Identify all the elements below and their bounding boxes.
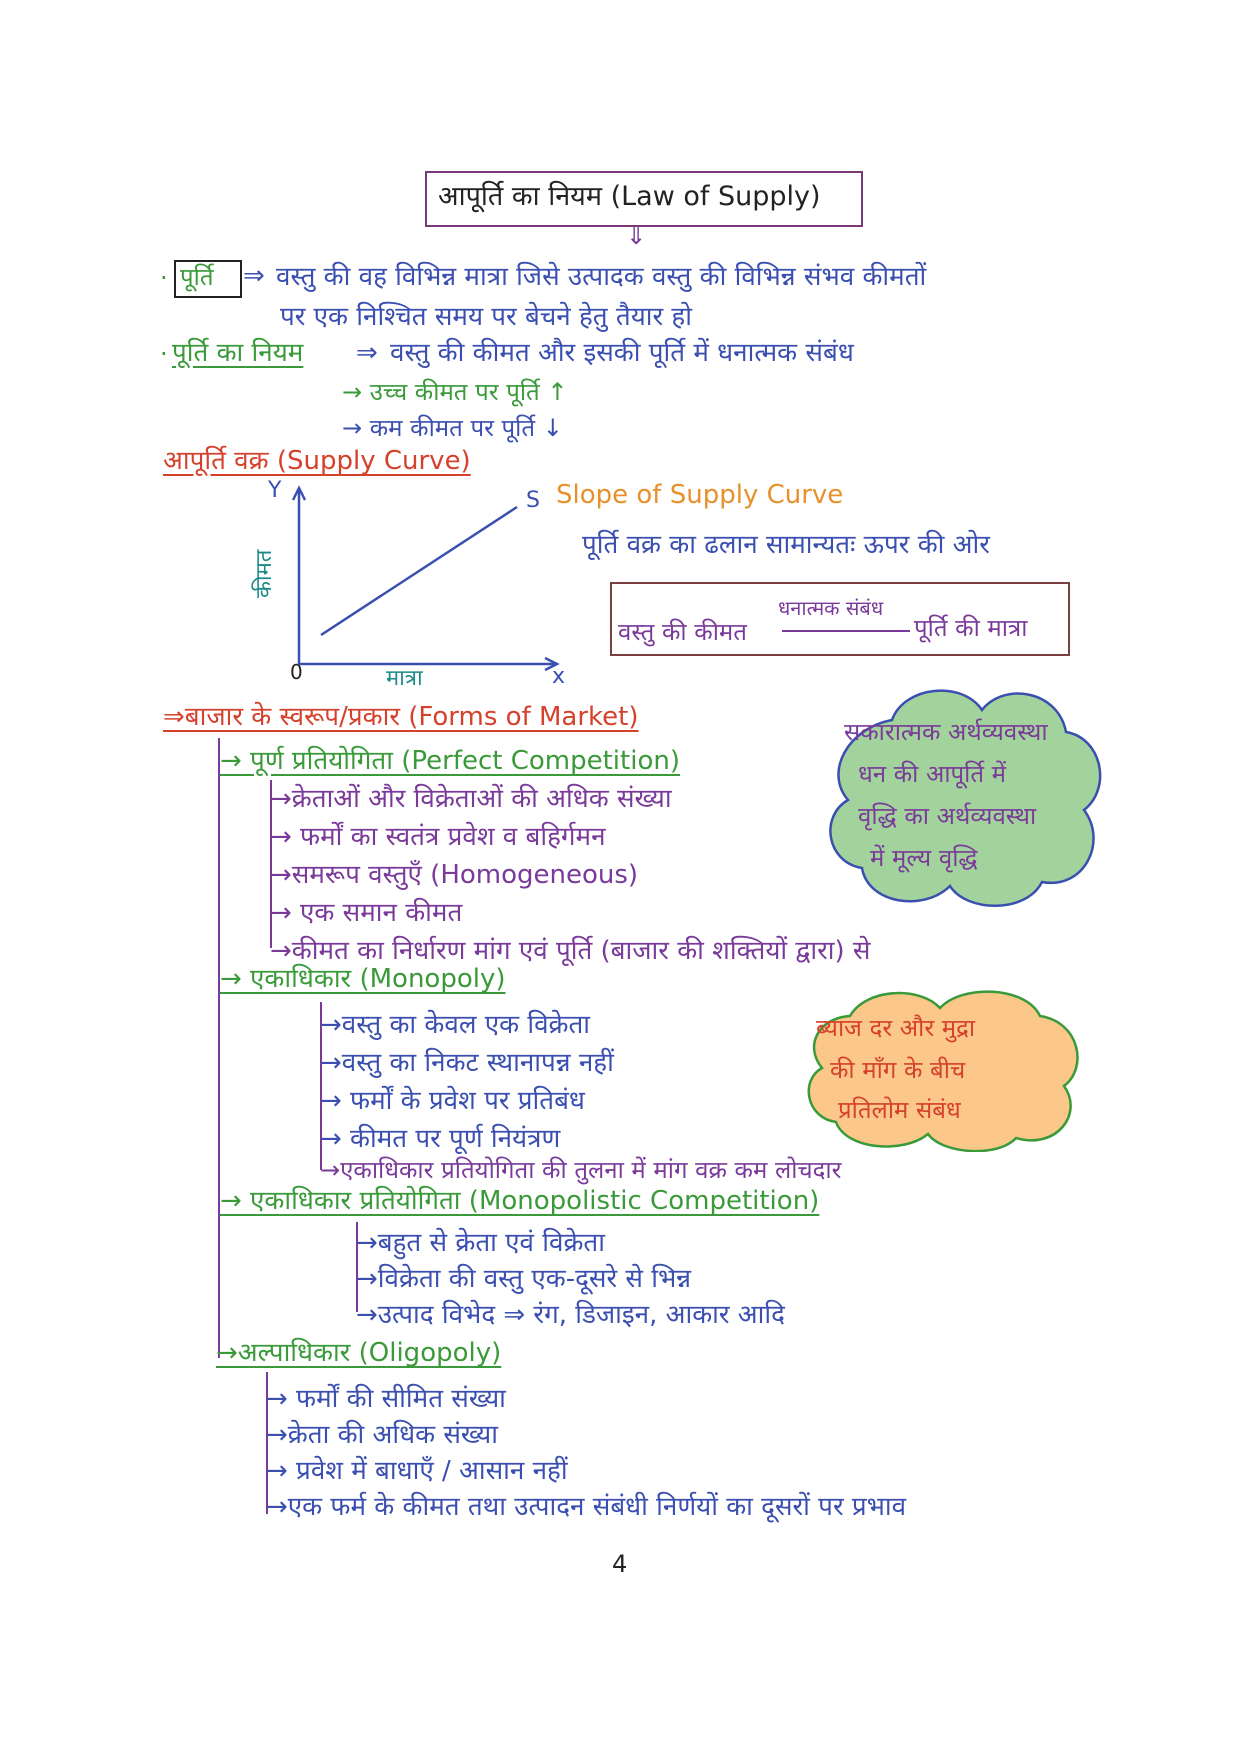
green-cloud-line: वृद्धि का अर्थव्यवस्था: [858, 802, 1037, 830]
relation-arrow-line: [782, 630, 910, 632]
green-cloud-line: धन की आपूर्ति में: [858, 760, 1007, 788]
monopoly-item: → कीमत पर पूर्ण नियंत्रण: [320, 1124, 561, 1154]
law-text: वस्तु की कीमत और इसकी पूर्ति में धनात्मक संबंध: [390, 338, 854, 368]
definition-term: पूर्ति: [180, 263, 214, 291]
page-title: आपूर्ति का नियम (Law of Supply): [438, 181, 821, 212]
monopoly-heading: → एकाधिकार (Monopoly): [220, 964, 506, 994]
origin-label: 0: [290, 660, 303, 684]
oligopoly-item: → प्रवेश में बाधाएँ / आसान नहीं: [266, 1456, 568, 1486]
monopoly-item: → फर्मों के प्रवेश पर प्रतिबंध: [320, 1086, 585, 1116]
monopoly-item: →वस्तु का निकट स्थानापन्न नहीं: [320, 1048, 614, 1078]
green-cloud: [822, 676, 1112, 916]
definition-arrow: ⇒: [243, 261, 265, 291]
perfect-item: →क्रेताओं और विक्रेताओं की अधिक संख्या: [270, 784, 672, 814]
orange-cloud-line: प्रतिलोम संबंध: [838, 1096, 961, 1124]
slope-title: Slope of Supply Curve: [556, 480, 844, 510]
relation-left: वस्तु की कीमत: [618, 618, 747, 646]
supply-curve-heading: आपूर्ति वक्र (Supply Curve): [163, 446, 471, 476]
x-axis-label: x: [552, 664, 566, 689]
tree-main-line: [218, 738, 220, 1358]
monopoly-item: →एकाधिकार प्रतियोगिता की तुलना में मांग वक्र कम लोचदार: [320, 1156, 842, 1184]
monopolistic-heading: → एकाधिकार प्रतियोगिता (Monopolistic Competition): [220, 1186, 820, 1216]
curve-label: S: [526, 488, 540, 513]
title-arrow: ⇓: [626, 222, 647, 250]
perfect-item: → एक समान कीमत: [270, 898, 463, 928]
perfect-item: →समरूप वस्तुएँ (Homogeneous): [270, 860, 639, 890]
quantity-axis-title: मात्रा: [386, 666, 423, 691]
page-number: 4: [612, 1550, 628, 1578]
definition-line-1: वस्तु की वह विभिन्न मात्रा जिसे उत्पादक वस्तु की विभिन्न संभव कीमतों: [276, 262, 927, 292]
monopolistic-item: →उत्पाद विभेद ⇒ रंग, डिजाइन, आकार आदि: [356, 1300, 785, 1330]
law-arrow: ⇒: [356, 338, 378, 368]
oligopoly-item: → फर्मों की सीमित संख्या: [266, 1384, 506, 1414]
orange-cloud-line: ब्याज दर और मुद्रा: [816, 1014, 976, 1042]
green-cloud-line: में मूल्य वृद्धि: [870, 844, 978, 872]
law-point-2: → कम कीमत पर पूर्ति ↓: [342, 414, 563, 442]
perfect-heading: → पूर्ण प्रतियोगिता (Perfect Competition): [220, 746, 680, 776]
bullet-dot: ·: [160, 264, 168, 292]
supply-line: [321, 507, 517, 635]
green-cloud-line: सकारात्मक अर्थव्यवस्था: [844, 718, 1048, 746]
relation-right: पूर्ति की मात्रा: [914, 614, 1028, 642]
orange-cloud-line: की माँग के बीच: [830, 1056, 966, 1084]
oligopoly-heading: →अल्पाधिकार (Oligopoly): [216, 1338, 502, 1368]
oligopoly-item: →क्रेता की अधिक संख्या: [266, 1420, 498, 1450]
slope-text: पूर्ति वक्र का ढलान सामान्यतः ऊपर की ओर: [582, 530, 990, 560]
y-axis-label: Y: [268, 478, 282, 503]
relation-mid: धनात्मक संबंध: [778, 596, 884, 620]
definition-line-2: पर एक निश्चित समय पर बेचने हेतु तैयार हो: [280, 302, 692, 332]
monopolistic-item: →बहुत से क्रेता एवं विक्रेता: [356, 1228, 605, 1258]
price-axis-title: कीमत: [252, 549, 277, 598]
perfect-item: →कीमत का निर्धारण मांग एवं पूर्ति (बाजार की शक्तियों द्वारा) से: [270, 936, 871, 966]
market-forms-heading: ⇒बाजार के स्वरूप/प्रकार (Forms of Market): [163, 702, 639, 732]
oligopoly-item: →एक फर्म के कीमत तथा उत्पादन संबंधी निर्णयों का दूसरों पर प्रभाव: [266, 1492, 907, 1522]
monopolistic-item: →विक्रेता की वस्तु एक-दूसरे से भिन्न: [356, 1264, 692, 1294]
monopoly-item: →वस्तु का केवल एक विक्रेता: [320, 1010, 591, 1040]
law-term: पूर्ति का नियम: [172, 338, 304, 368]
law-point-1: → उच्च कीमत पर पूर्ति ↑: [342, 378, 568, 406]
bullet-dot: ·: [160, 340, 168, 368]
perfect-item: → फर्मों का स्वतंत्र प्रवेश व बहिर्गमन: [270, 822, 606, 852]
